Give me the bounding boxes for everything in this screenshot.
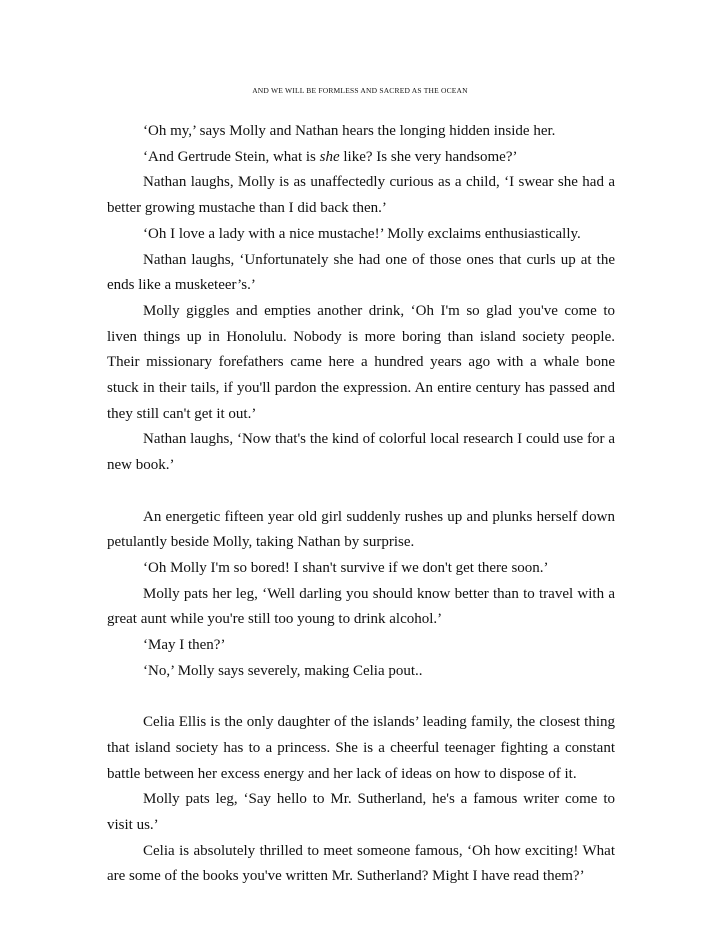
emphasis-text: she	[319, 148, 340, 165]
paragraph	[107, 145, 615, 171]
paragraph-text: ‘And Gertrude Stein, what is	[143, 148, 320, 165]
paragraph: Molly pats her leg, ‘Well darling you should know better than to travel with a great aunt while you're still too young to drink alcohol.’	[107, 585, 615, 628]
paragraph: ‘May I then?’	[143, 637, 226, 654]
paragraph: ‘Oh my,’ says Molly and Nathan hears the longing hidden inside her.	[143, 123, 556, 139]
paragraph: Nathan laughs, Molly is as unaffectedly curious as a child, ‘I swear she had a better growing mustache than I did back then.’	[107, 174, 615, 217]
paragraph: Nathan laughs, ‘Unfortunately she had one of those ones that curls up at the ends like a musketeer’s.’	[107, 251, 615, 294]
paragraph: Nathan laughs, ‘Now that's the kind of colorful local research I could use for a new book.’	[107, 431, 615, 474]
paragraph: Celia is absolutely thrilled to meet someone famous, ‘Oh how exciting! What are some of the books you've written Mr. Sutherland? Might I have read them?’	[107, 842, 615, 885]
paragraph: ‘Oh I love a lady with a nice mustache!’ Molly exclaims enthusiastically.	[143, 225, 581, 242]
paragraph: Molly giggles and empties another drink, ‘Oh I'm so glad you've come to liven things up in Honolulu. Nobody is more boring than island society people. Their missionary forefathers came here a hundred years ago with a whale bone stuck in their tails, if you'll pardon the expression. An entire century has passed and they still can't get it out.’	[107, 302, 615, 422]
body-text	[107, 119, 615, 890]
paragraph: ‘Oh Molly I'm so bored! I shan't survive if we don't get there soon.’	[143, 559, 549, 576]
paragraph: Celia Ellis is the only daughter of the islands’ leading family, the closest thing that island society has to a princess. She is a cheerful teenager fighting a constant battle between her excess energy and her lack of ideas on how to dispose of it.	[107, 714, 615, 782]
section-break	[107, 479, 615, 505]
paragraph: Molly pats leg, ‘Say hello to Mr. Sutherland, he's a famous writer come to visit us.’	[107, 791, 615, 833]
paragraph: An energetic fifteen year old girl suddenly rushes up and plunks herself down petulantly beside Molly, taking Nathan by surprise.	[107, 508, 615, 551]
paragraph: ‘No,’ Molly says severely, making Celia pout..	[143, 662, 423, 679]
paragraph-text: like? Is she very handsome?’	[339, 148, 518, 165]
section-break	[107, 684, 615, 710]
running-head: AND WE WILL BE FORMLESS AND SACRED AS THE OCEAN	[252, 86, 468, 95]
